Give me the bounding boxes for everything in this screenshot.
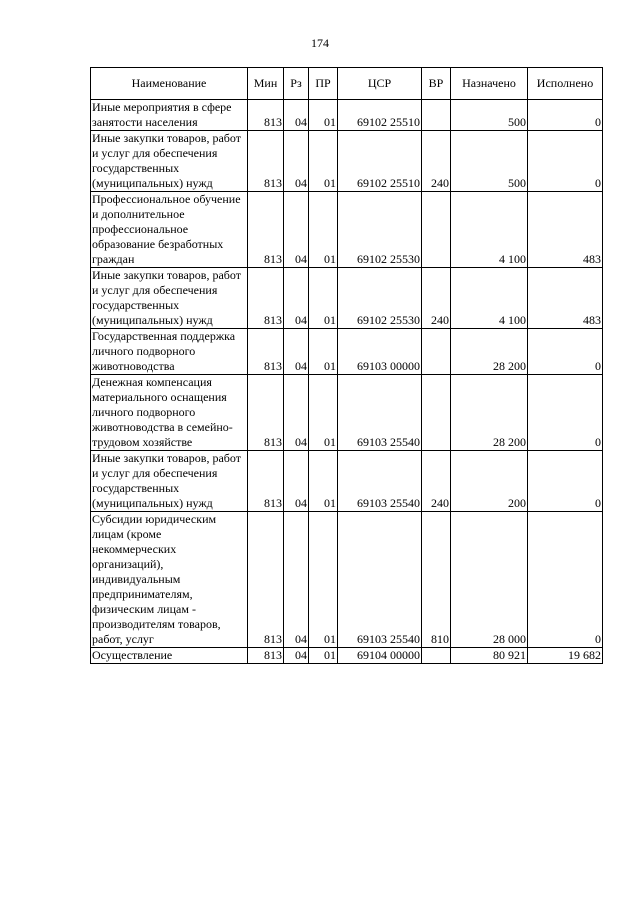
- cell-executed: 0: [528, 375, 603, 451]
- cell-pr: 01: [309, 329, 338, 375]
- cell-min: 813: [248, 100, 284, 131]
- cell-name: Иные закупки товаров, работ и услуг для обеспечения государственных (муниципальных) нужд: [91, 268, 248, 329]
- table-row: [91, 512, 603, 648]
- cell-executed: 0: [528, 100, 603, 131]
- cell-csr: 69102 25510: [338, 100, 422, 131]
- cell-pr: 01: [309, 375, 338, 451]
- cell-assigned: 80 921: [451, 648, 528, 664]
- budget-table: [90, 67, 603, 664]
- cell-pr: 01: [309, 648, 338, 664]
- page-number: 174: [311, 36, 329, 50]
- cell-vr: 810: [422, 512, 451, 648]
- cell-executed: 0: [528, 131, 603, 192]
- header-csr: ЦСР: [338, 68, 422, 100]
- cell-vr: [422, 329, 451, 375]
- cell-min: 813: [248, 329, 284, 375]
- cell-executed: 483: [528, 192, 603, 268]
- header-vr: ВР: [422, 68, 451, 100]
- cell-pr: 01: [309, 100, 338, 131]
- cell-rz: 04: [284, 375, 309, 451]
- cell-csr: 69103 25540: [338, 375, 422, 451]
- cell-assigned: 500: [451, 131, 528, 192]
- header-assigned: Назначено: [451, 68, 528, 100]
- cell-min: 813: [248, 192, 284, 268]
- table-row: [91, 131, 603, 192]
- cell-assigned: 200: [451, 451, 528, 512]
- cell-assigned: 4 100: [451, 192, 528, 268]
- cell-csr: 69104 00000: [338, 648, 422, 664]
- table-row: [91, 375, 603, 451]
- table-row: [91, 100, 603, 131]
- cell-rz: 04: [284, 192, 309, 268]
- cell-assigned: 28 000: [451, 512, 528, 648]
- cell-assigned: 28 200: [451, 375, 528, 451]
- header-name: Наименование: [91, 68, 248, 100]
- header-pr: ПР: [309, 68, 338, 100]
- table-row: [91, 648, 603, 664]
- cell-vr: 240: [422, 451, 451, 512]
- cell-name: Субсидии юридическим лицам (кроме некоммерческих организаций), индивидуальным предпринимателям, физическим лицам - производителям товаров, работ, услуг: [91, 512, 248, 648]
- cell-rz: 04: [284, 512, 309, 648]
- cell-name: Иные закупки товаров, работ и услуг для обеспечения государственных (муниципальных) нужд: [91, 451, 248, 512]
- cell-pr: 01: [309, 192, 338, 268]
- cell-vr: [422, 375, 451, 451]
- header-executed: Исполнено: [528, 68, 603, 100]
- cell-min: 813: [248, 375, 284, 451]
- cell-min: 813: [248, 648, 284, 664]
- cell-pr: 01: [309, 512, 338, 648]
- cell-assigned: 4 100: [451, 268, 528, 329]
- table-header-row: [91, 68, 603, 100]
- cell-vr: [422, 100, 451, 131]
- table-row: [91, 268, 603, 329]
- cell-csr: 69102 25530: [338, 192, 422, 268]
- table-row: [91, 192, 603, 268]
- header-rz: Рз: [284, 68, 309, 100]
- cell-csr: 69102 25510: [338, 131, 422, 192]
- cell-name: Государственная поддержка личного подворного животноводства: [91, 329, 248, 375]
- cell-rz: 04: [284, 648, 309, 664]
- cell-vr: [422, 192, 451, 268]
- cell-name: Осуществление: [91, 648, 248, 664]
- cell-csr: 69103 00000: [338, 329, 422, 375]
- cell-name: Иные закупки товаров, работ и услуг для обеспечения государственных (муниципальных) нужд: [91, 131, 248, 192]
- cell-assigned: 28 200: [451, 329, 528, 375]
- cell-csr: 69103 25540: [338, 451, 422, 512]
- cell-min: 813: [248, 512, 284, 648]
- cell-pr: 01: [309, 451, 338, 512]
- table-row: [91, 451, 603, 512]
- table-row: [91, 329, 603, 375]
- header-min: Мин: [248, 68, 284, 100]
- cell-min: 813: [248, 451, 284, 512]
- cell-executed: 0: [528, 329, 603, 375]
- cell-rz: 04: [284, 131, 309, 192]
- cell-rz: 04: [284, 451, 309, 512]
- cell-pr: 01: [309, 268, 338, 329]
- cell-executed: 19 682: [528, 648, 603, 664]
- cell-executed: 483: [528, 268, 603, 329]
- cell-pr: 01: [309, 131, 338, 192]
- cell-vr: [422, 648, 451, 664]
- cell-executed: 0: [528, 451, 603, 512]
- cell-vr: 240: [422, 131, 451, 192]
- cell-assigned: 500: [451, 100, 528, 131]
- cell-executed: 0: [528, 512, 603, 648]
- cell-name: Иные мероприятия в сфере занятости населения: [91, 100, 248, 131]
- cell-min: 813: [248, 131, 284, 192]
- cell-rz: 04: [284, 100, 309, 131]
- cell-csr: 69102 25530: [338, 268, 422, 329]
- cell-rz: 04: [284, 268, 309, 329]
- cell-name: Денежная компенсация материального оснащения личного подворного животноводства в семейно-трудовом хозяйстве: [91, 375, 248, 451]
- cell-rz: 04: [284, 329, 309, 375]
- cell-min: 813: [248, 268, 284, 329]
- cell-csr: 69103 25540: [338, 512, 422, 648]
- cell-vr: 240: [422, 268, 451, 329]
- cell-name: Профессиональное обучение и дополнительное профессиональное образование безработных граждан: [91, 192, 248, 268]
